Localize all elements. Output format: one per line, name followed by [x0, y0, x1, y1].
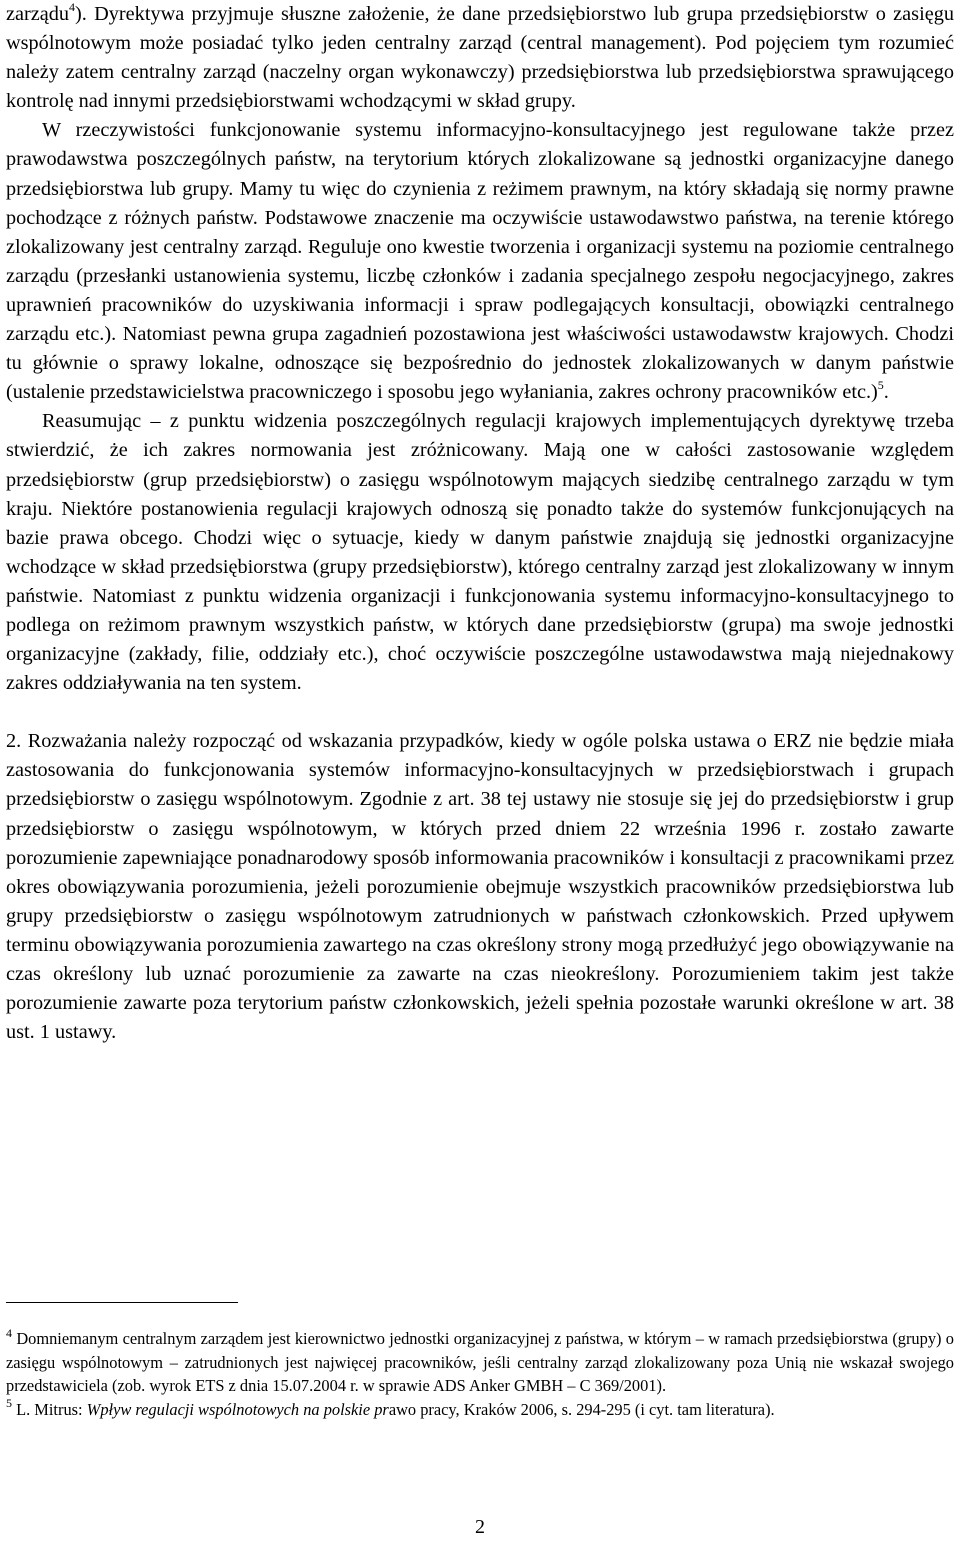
paragraph-1: [6, 0, 954, 116]
paragraph-spacer: [6, 698, 954, 727]
footnote-text: L. Mitrus:: [12, 1399, 87, 1419]
footnote-4: [6, 1327, 954, 1398]
footnote-ref-5[interactable]: 5: [877, 378, 884, 393]
paragraph-4: 2. Rozważania należy rozpocząć od wskazania przypadków, kiedy w ogóle polska ustawa o ERZ nie będzie miała zastosowania do funkcjonowania systemów informacyjno-konsultacyjnych w przedsiębiorstwach i grupach przedsiębiorstw o zasięgu wspólnotowym. Zgodnie z art. 38 tej ustawy nie stosuje się jej do przedsiębiorstw i grup przedsiębiorstw o zasięgu wspólnotowym, w których przed dniem 22 września 1996 r. zostało zawarte porozumienie zapewniające ponadnarodowy sposób informowania pracowników i konsultacji z pracownikami przez okres obowiązywania porozumienia, jeżeli porozumienie obejmuje wszystkich pracowników przedsiębiorstwa lub grupy przedsiębiorstw o zasięgu wspólnotowym zatrudnionych w państwach członkowskich. Przed upływem terminu obowiązywania porozumienia zawartego na czas określony strony mogą przedłużyć jego obowiązywanie na czas określony lub uznać porozumienie za zawarte na czas nieokreślony. Porozumieniem takim jest także porozumienie zawarte poza terytorium państw członkowskich, jeżeli spełnia pozostałe warunki określone w art. 38 ust. 1 ustawy.: [6, 730, 954, 1044]
footnote-text: awo pracy, Kraków 2006, s. 294-295 (i cyt. tam literatura).: [388, 1399, 775, 1419]
footnote-number: 5: [6, 1396, 12, 1411]
footnotes: [6, 1327, 954, 1421]
document-body: [6, 0, 954, 1047]
text-run: zarządu: [6, 3, 70, 25]
footnote-number: 4: [6, 1325, 12, 1340]
footnote-ref-4[interactable]: 4: [69, 0, 76, 15]
footnote-citation-title: Wpływ regulacji wspólnotowych na polskie pr: [86, 1399, 389, 1419]
footnote-5: [6, 1398, 954, 1422]
footnote-separator: [6, 1302, 238, 1303]
paragraph-3: Reasumując – z punktu widzenia poszczególnych regulacji krajowych implementujących dyrektywę trzeba stwierdzić, że ich zakres normowania jest zróżnicowany. Mają one w całości zastosowanie względem przedsiębiorstw (grup przedsiębiorstw) o zasięgu wspólnotowym mających siedzibę centralnego zarządu w tym kraju. Niektóre postanowienia regulacji krajowych odnoszą się ponadto także do systemów funkcjonujących na bazie prawa obcego. Chodzi więc o sytuacje, kiedy w danym państwie znajdują się jednostki organizacyjne wchodzące w skład przedsiębiorstwa (grupy przedsiębiorstw), którego centralny zarząd jest zlokalizowany w innym państwie. Natomiast z punktu widzenia organizacji i funkcjonowania systemu informacyjno-konsultacyjnego to podlega on reżimom prawnym wszystkich państw, w których dane przedsiębiorstw (grupa) ma swoje jednostki organizacyjne (zakłady, filie, oddziały etc.), choć oczywiście poszczególne ustawodawstwa mają niejednakowy zakres oddziaływania na ten system.: [6, 410, 954, 695]
text-run: ). Dyrektywa przyjmuje słuszne założenie, że dane przedsiębiorstwo lub grupa przedsiębiorstw o zasięgu wspólnotowym może posiadać tylko jeden centralny zarząd (central management). Pod pojęciem tym rozumieć należy zatem centralny zarząd (naczelny organ wykonawczy) przedsiębiorstwa lub przedsiębiorstwa sprawującego kontrolę nad innymi przedsiębiorstwami wchodzącymi w skład grupy.: [6, 3, 954, 113]
page-number: 2: [475, 1516, 485, 1538]
text-run: .: [883, 381, 889, 404]
text-run: W rzeczywistości funkcjonowanie systemu informacyjno-konsultacyjnego jest regulowane także przez prawodawstwa poszczególnych państw, na terytorium których zlokalizowane są jednostki organizacyjne danego przedsiębiorstwa lub grupy. Mamy tu więc do czynienia z reżimem prawnym, na który składają się normy prawne pochodzące z różnych państw. Podstawowe znaczenie ma oczywiście ustawodawstwo państwa, na terenie którego zlokalizowany jest centralny zarząd. Reguluje ono kwestie tworzenia i organizacji systemu na poziomie centralnego zarządu (przesłanki ustanowienia systemu, liczbę członków i zadania specjalnego zespołu negocjacyjnego, zakres uprawnień pracowników do uzyskiwania informacji i spraw podlegających konsultacji, obowiązki centralnego zarządu etc.). Natomiast pewna grupa zagadnień pozostawiona jest właściwości ustawodawstw krajowych. Chodzi tu głównie o sprawy lokalne, odnoszące się bezpośrednio do jednostek zlokalizowanych w danym państwie (ustalenie przedstawicielstwa pracowniczego i sposobu jego wyłaniania, zakres ochrony pracowników etc.): [6, 119, 954, 404]
footnote-text: Domniemanym centralnym zarządem jest kierownictwo jednostki organizacyjnej z państwa, w którym – w ramach przedsiębiorstwa (grupy) o zasięgu wspólnotowym – zatrudnionych jest najwięcej pracowników, jeśli centralny zarząd zlokalizowany poza Unią nie wskazał swojego przedstawiciela (zob. wyrok ETS z dnia 15.07.2004 r. w sprawie ADS Anker GMBH – C 369/2001).: [6, 1329, 954, 1396]
paragraph-2: [6, 116, 954, 407]
